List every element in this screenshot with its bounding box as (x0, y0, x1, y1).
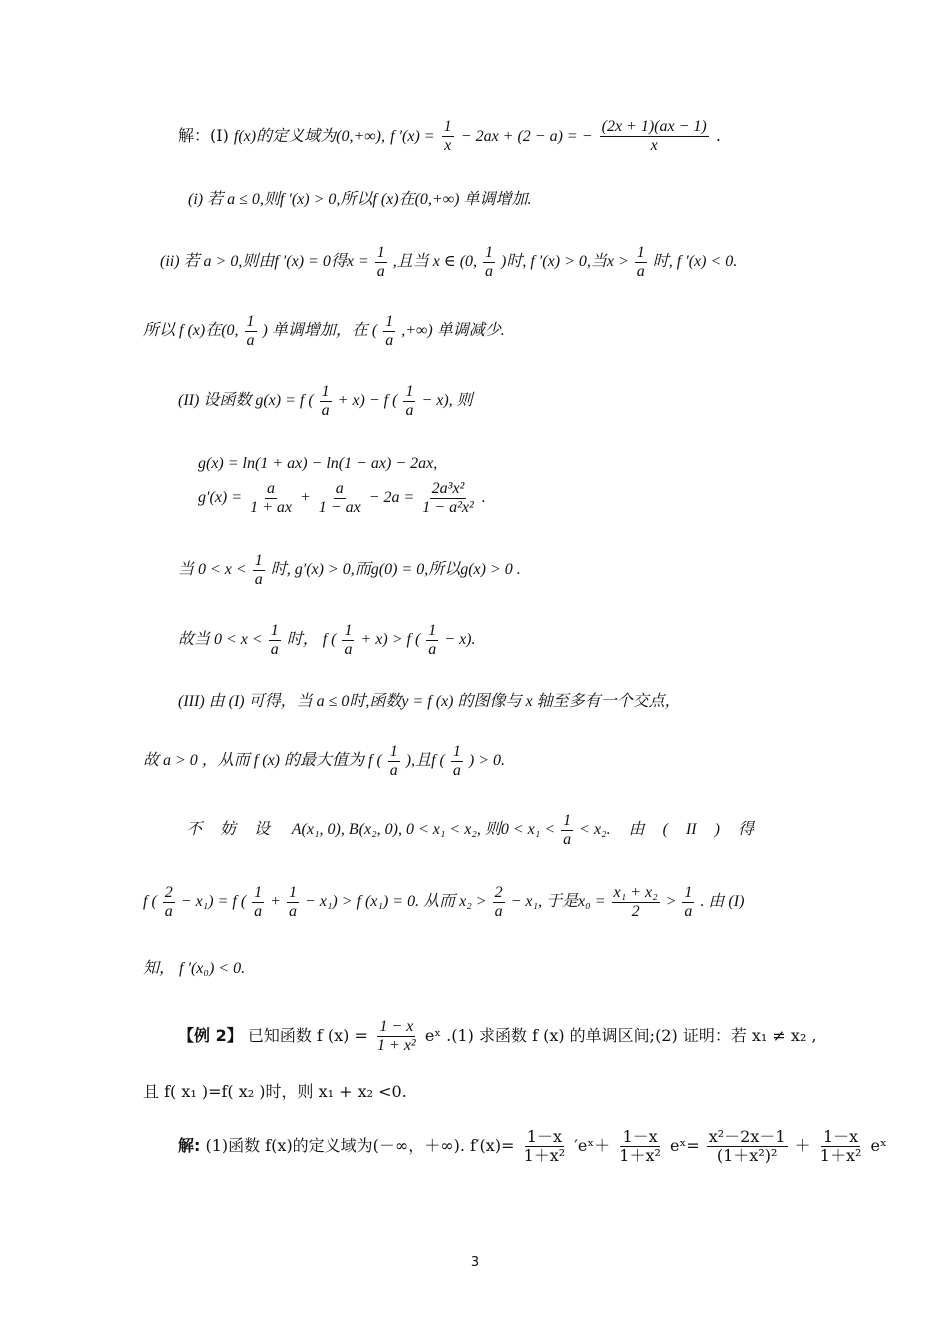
assumption-line: 不 妨 设 A(x₁, 0), B(x₂, 0), 0 < x₁ < x₂, 则0 < x₁ < $\frac{1}{a}$ < x₂. 由 ( II ) 得 (186, 812, 754, 848)
inequality-conclusion-line: 故当 0 < x < $\frac{1}{a}$ 时， f ( $\frac{1}{a}$ + x) > f ( $\frac{1}{a}$ − x). (178, 622, 476, 658)
g-positive-line: 当 0 < x < $\frac{1}{a}$ 时, g′(x) > 0,而g(0) = 0,所以g(x) > 0 . (178, 552, 521, 588)
case-i-line: (i) 若 a ≤ 0,则f ′(x) > 0,所以f (x)在(0,+∞) 单调增加. (188, 191, 532, 208)
derivation-line: f ( $\frac{2}{a}$ − x₁) = f ( $\frac{1}{a}$ + $\frac{1}{a}$ − x₁) > f (x₁) = 0. 从而 x₂ > $\frac{2}{a}$ − x₁, 于是x₀ = $\frac{\text{x₁ + x₂}}{2}$ > $\frac{1}{a}$ . 由 (I) (143, 884, 745, 920)
example-tag: 【例 2】 (178, 1026, 243, 1045)
part-iii-line: (III) 由 (I) 可得，当 a ≤ 0时,函数y = f (x) 的图像与 x 轴至多有一个交点， (178, 693, 681, 710)
case-ii-line: (ii) 若 a > 0,则由f ′(x) = 0得x = $\frac{1}{a}$ ,且当 x ∈ (0, $\frac{1}{a}$ )时, f ′(x) > 0,当x > $\frac{1}{a}$ 时, f ′(x) < 0. (160, 244, 738, 280)
expression: − 2ax + (2 − a) = − (460, 128, 593, 145)
part-label: 解：(I) (178, 126, 229, 145)
fraction: $\frac{(2x + 1)(ax - 1)}{x}$ (601, 118, 707, 154)
final-conclusion-line: 知， f ′(x₀) < 0. (143, 960, 246, 977)
example-2-line: 【例 2】 已知函数 f (x) = $\frac{1 - x}{\text{1 + x²}}$ eˣ .(1) 求函数 f (x) 的单调区间;(2) 证明：若 x₁ ≠ x₂ , (178, 1018, 817, 1054)
example-2-condition-line: 且 f( x₁ )=f( x₂ )时，则 x₁ + x₂ <0. (143, 1082, 407, 1101)
page-number: 3 (470, 1255, 480, 1270)
part-ii-intro-line: (II) 设函数 g(x) = f ( $\frac{1}{a}$ + x) − f ( $\frac{1}{a}$ − x), 则 (178, 383, 473, 419)
g-definition-line: g(x) = ln(1 + ax) − ln(1 − ax) − 2ax, (198, 455, 438, 472)
max-value-line: 故 a > 0 ，从而 f (x) 的最大值为 f ( $\frac{1}{a}$ ),且f ( $\frac{1}{a}$ ) > 0. (143, 743, 506, 779)
monotonic-conclusion-line: 所以 f (x)在(0, $\frac{1}{a}$ ) 单调增加，在 ( $\frac{1}{a}$ ,+∞) 单调减少. (143, 313, 505, 349)
domain-text: f(x)的定义域为(0,+∞), (233, 128, 385, 145)
g-derivative-line: g′(x) = $\frac{a}{1 + ax}$ + $\frac{a}{1 - ax}$ − 2a = $\frac{\text{2a³x²}}{\text{1 − a²x²}}$ . (198, 480, 486, 516)
solution-tag: 解: (178, 1136, 201, 1155)
derivative-label: f ′(x) = (390, 128, 435, 145)
solution-2-line: 解: (1)函数 f(x)的定义域为(－∞，＋∞). f′(x)= $\frac{1-x}{\text{1＋x²}}$ ′eˣ＋ $\frac{1-x}{\text{1＋x²}}$ eˣ= $\frac{\text{x²－2x－1}}{\text{(1＋x²)²}}$ ＋ $\frac{1-x}{\text{1＋x²}}$ eˣ (178, 1127, 887, 1165)
solution-part-1-line: 解：(I) f(x)的定义域为(0,+∞), f ′(x) = $\frac{1}{x}$ − 2ax + (2 − a) = − $\frac{(2x + 1)(ax - 1)}{x}$ . (178, 118, 721, 154)
fraction: $\frac{1}{x}$ (443, 118, 452, 154)
